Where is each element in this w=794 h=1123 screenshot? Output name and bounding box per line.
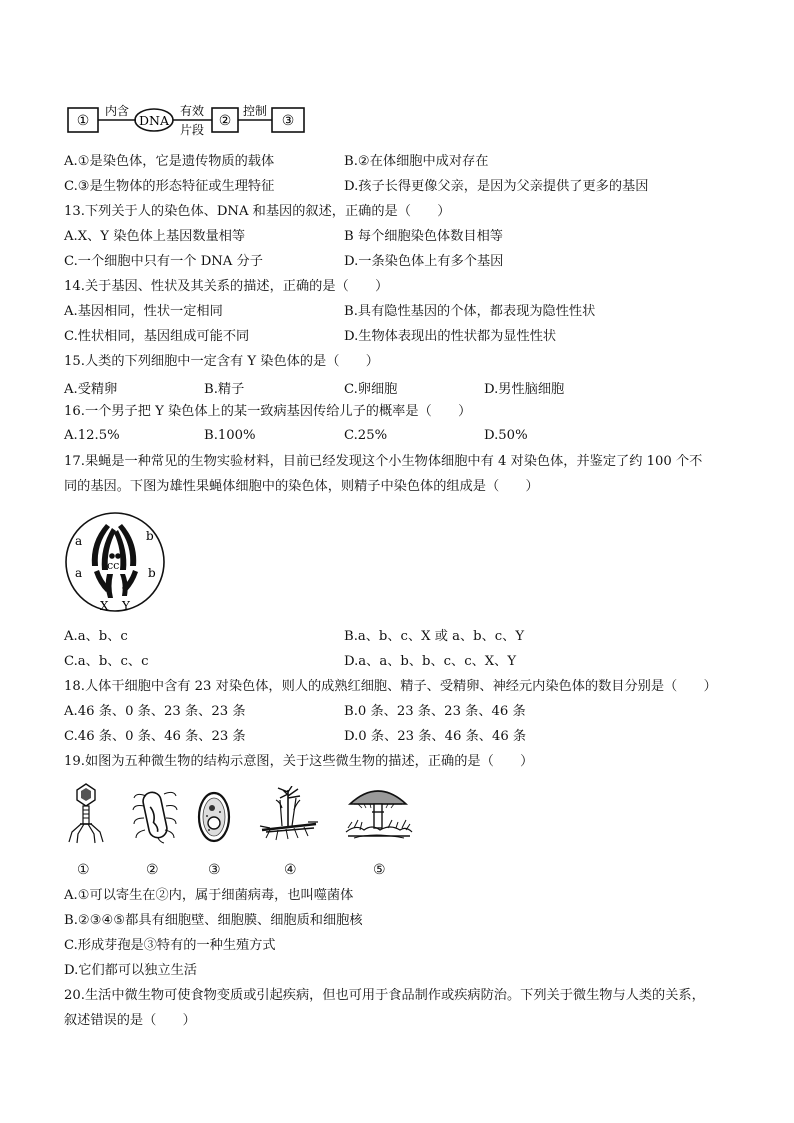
arrow-3-label: 控制 [242, 104, 268, 118]
q16-stem: 16.一个男子把 Y 染色体上的某一致病基因传给儿子的概率是（ ） [64, 404, 472, 419]
label-b-bottom: b [148, 566, 156, 580]
box-1-label: ① [76, 113, 90, 129]
microbe-label-3: ③ [208, 862, 221, 878]
q13-option-d: D.一条染色体上有多个基因 [344, 254, 504, 269]
bacteriophage-figure [66, 782, 106, 844]
microbe-label-5: ⑤ [373, 862, 386, 878]
mold-figure [258, 786, 320, 842]
bacterium-figure [132, 786, 178, 844]
q15-option-a: A.受精卵 [64, 382, 118, 397]
q19-option-a: A.①可以寄生在②内，属于细菌病毒，也叫噬菌体 [64, 888, 354, 903]
q16-option-b: B.100% [204, 428, 256, 443]
q15-option-b: B.精子 [204, 382, 245, 397]
q13-option-c: C.一个细胞中只有一个 DNA 分子 [64, 254, 263, 269]
q19-option-b: B.②③④⑤都具有细胞壁、细胞膜、细胞质和细胞核 [64, 913, 363, 928]
q14-stem: 14.关于基因、性状及其关系的描述，正确的是（ ） [64, 279, 389, 294]
q14-option-a: A.基因相同，性状一定相同 [64, 304, 223, 319]
q17-option-d: D.a、a、b、b、c、c、X、Y [344, 654, 517, 669]
q14-option-b: B.具有隐性基因的个体，都表现为隐性性状 [344, 304, 596, 319]
label-y: Y [122, 599, 130, 613]
q12-option-b: B.②在体细胞中成对存在 [344, 154, 489, 169]
label-a-bottom: a [75, 566, 83, 580]
mushroom-figure [344, 782, 414, 842]
q15-stem: 15.人类的下列细胞中一定含有 Y 染色体的是（ ） [64, 354, 379, 369]
arrow-1-label: 内含 [104, 104, 130, 118]
q12-option-a: A.①是染色体，它是遗传物质的载体 [64, 154, 275, 169]
gene-flow-diagram [64, 100, 314, 140]
box-2-label: ② [218, 113, 232, 129]
q16-option-a: A.12.5% [64, 428, 120, 443]
q17-stem-line1: 17.果蝇是一种常见的生物实验材料，目前已经发现这个小生物体细胞中有 4 对染色体，并鉴定了约 100 个不 [64, 454, 703, 469]
microbe-label-1: ① [77, 862, 90, 878]
fruit-fly-chromosome-figure [62, 510, 172, 615]
chromosome-y [120, 574, 128, 596]
chromosome-c2 [115, 553, 121, 559]
q17-stem-line2: 同的基因。下图为雄性果蝇体细胞中的染色体，则精子中染色体的组成是（ ） [64, 479, 539, 494]
chromosome-c1 [109, 553, 115, 559]
arrow-2-label-bottom: 片段 [179, 123, 205, 137]
q12-option-c: C.③是生物体的形态特征或生理特征 [64, 179, 275, 194]
chromosome-x [106, 574, 113, 598]
arrow-2-label-top: 有效 [179, 104, 205, 118]
q18-stem: 18.人体干细胞中含有 23 对染色体，则人的成熟红细胞、精子、受精卵、神经元内染色体的数目分别是（ ） [64, 679, 717, 694]
q15-option-c: C.卵细胞 [344, 382, 398, 397]
q14-option-c: C.性状相同，基因组成可能不同 [64, 329, 250, 344]
q13-option-a: A.X、Y 染色体上基因数量相等 [64, 229, 246, 244]
q15-option-d: D.男性脑细胞 [484, 382, 565, 397]
q16-option-d: D.50% [484, 428, 528, 443]
q14-option-d: D.生物体表现出的性状都为显性性状 [344, 329, 557, 344]
q18-option-d: D.0 条、23 条、46 条、46 条 [344, 729, 527, 744]
label-cc: cc [107, 559, 120, 572]
label-b-top: b [146, 529, 154, 543]
microbe-label-4: ④ [284, 862, 297, 878]
q13-option-b: B 每个细胞染色体数目相等 [344, 229, 503, 244]
q17-option-b: B.a、b、c、X 或 a、b、c、Y [344, 629, 525, 644]
q20-stem-line1: 20.生活中微生物可使食物变质或引起疾病，但也可用于食品制作或疾病防治。下列关于微生物与人类的关系， [64, 988, 705, 1003]
dna-oval-label: DNA [139, 113, 169, 128]
microbe-label-2: ② [146, 862, 159, 878]
q17-option-c: C.a、b、c、c [64, 654, 149, 669]
q18-option-b: B.0 条、23 条、23 条、46 条 [344, 704, 526, 719]
q19-option-d: D.它们都可以独立生活 [64, 963, 197, 978]
q18-option-c: C.46 条、0 条、46 条、23 条 [64, 729, 246, 744]
q19-option-c: C.形成芽孢是③特有的一种生殖方式 [64, 938, 276, 953]
yeast-figure [196, 790, 232, 844]
label-a-top: a [75, 534, 83, 548]
q16-option-c: C.25% [344, 428, 388, 443]
box-3-label: ③ [281, 113, 295, 129]
label-x: X [100, 599, 109, 613]
q13-stem: 13.下列关于人的染色体、DNA 和基因的叙述，正确的是（ ） [64, 204, 451, 219]
q18-option-a: A.46 条、0 条、23 条、23 条 [64, 704, 246, 719]
q20-stem-line2: 叙述错误的是（ ） [64, 1013, 196, 1028]
q12-option-d: D.孩子长得更像父亲，是因为父亲提供了更多的基因 [344, 179, 649, 194]
q19-stem: 19.如图为五种微生物的结构示意图，关于这些微生物的描述，正确的是（ ） [64, 754, 534, 769]
q17-option-a: A.a、b、c [64, 629, 128, 644]
